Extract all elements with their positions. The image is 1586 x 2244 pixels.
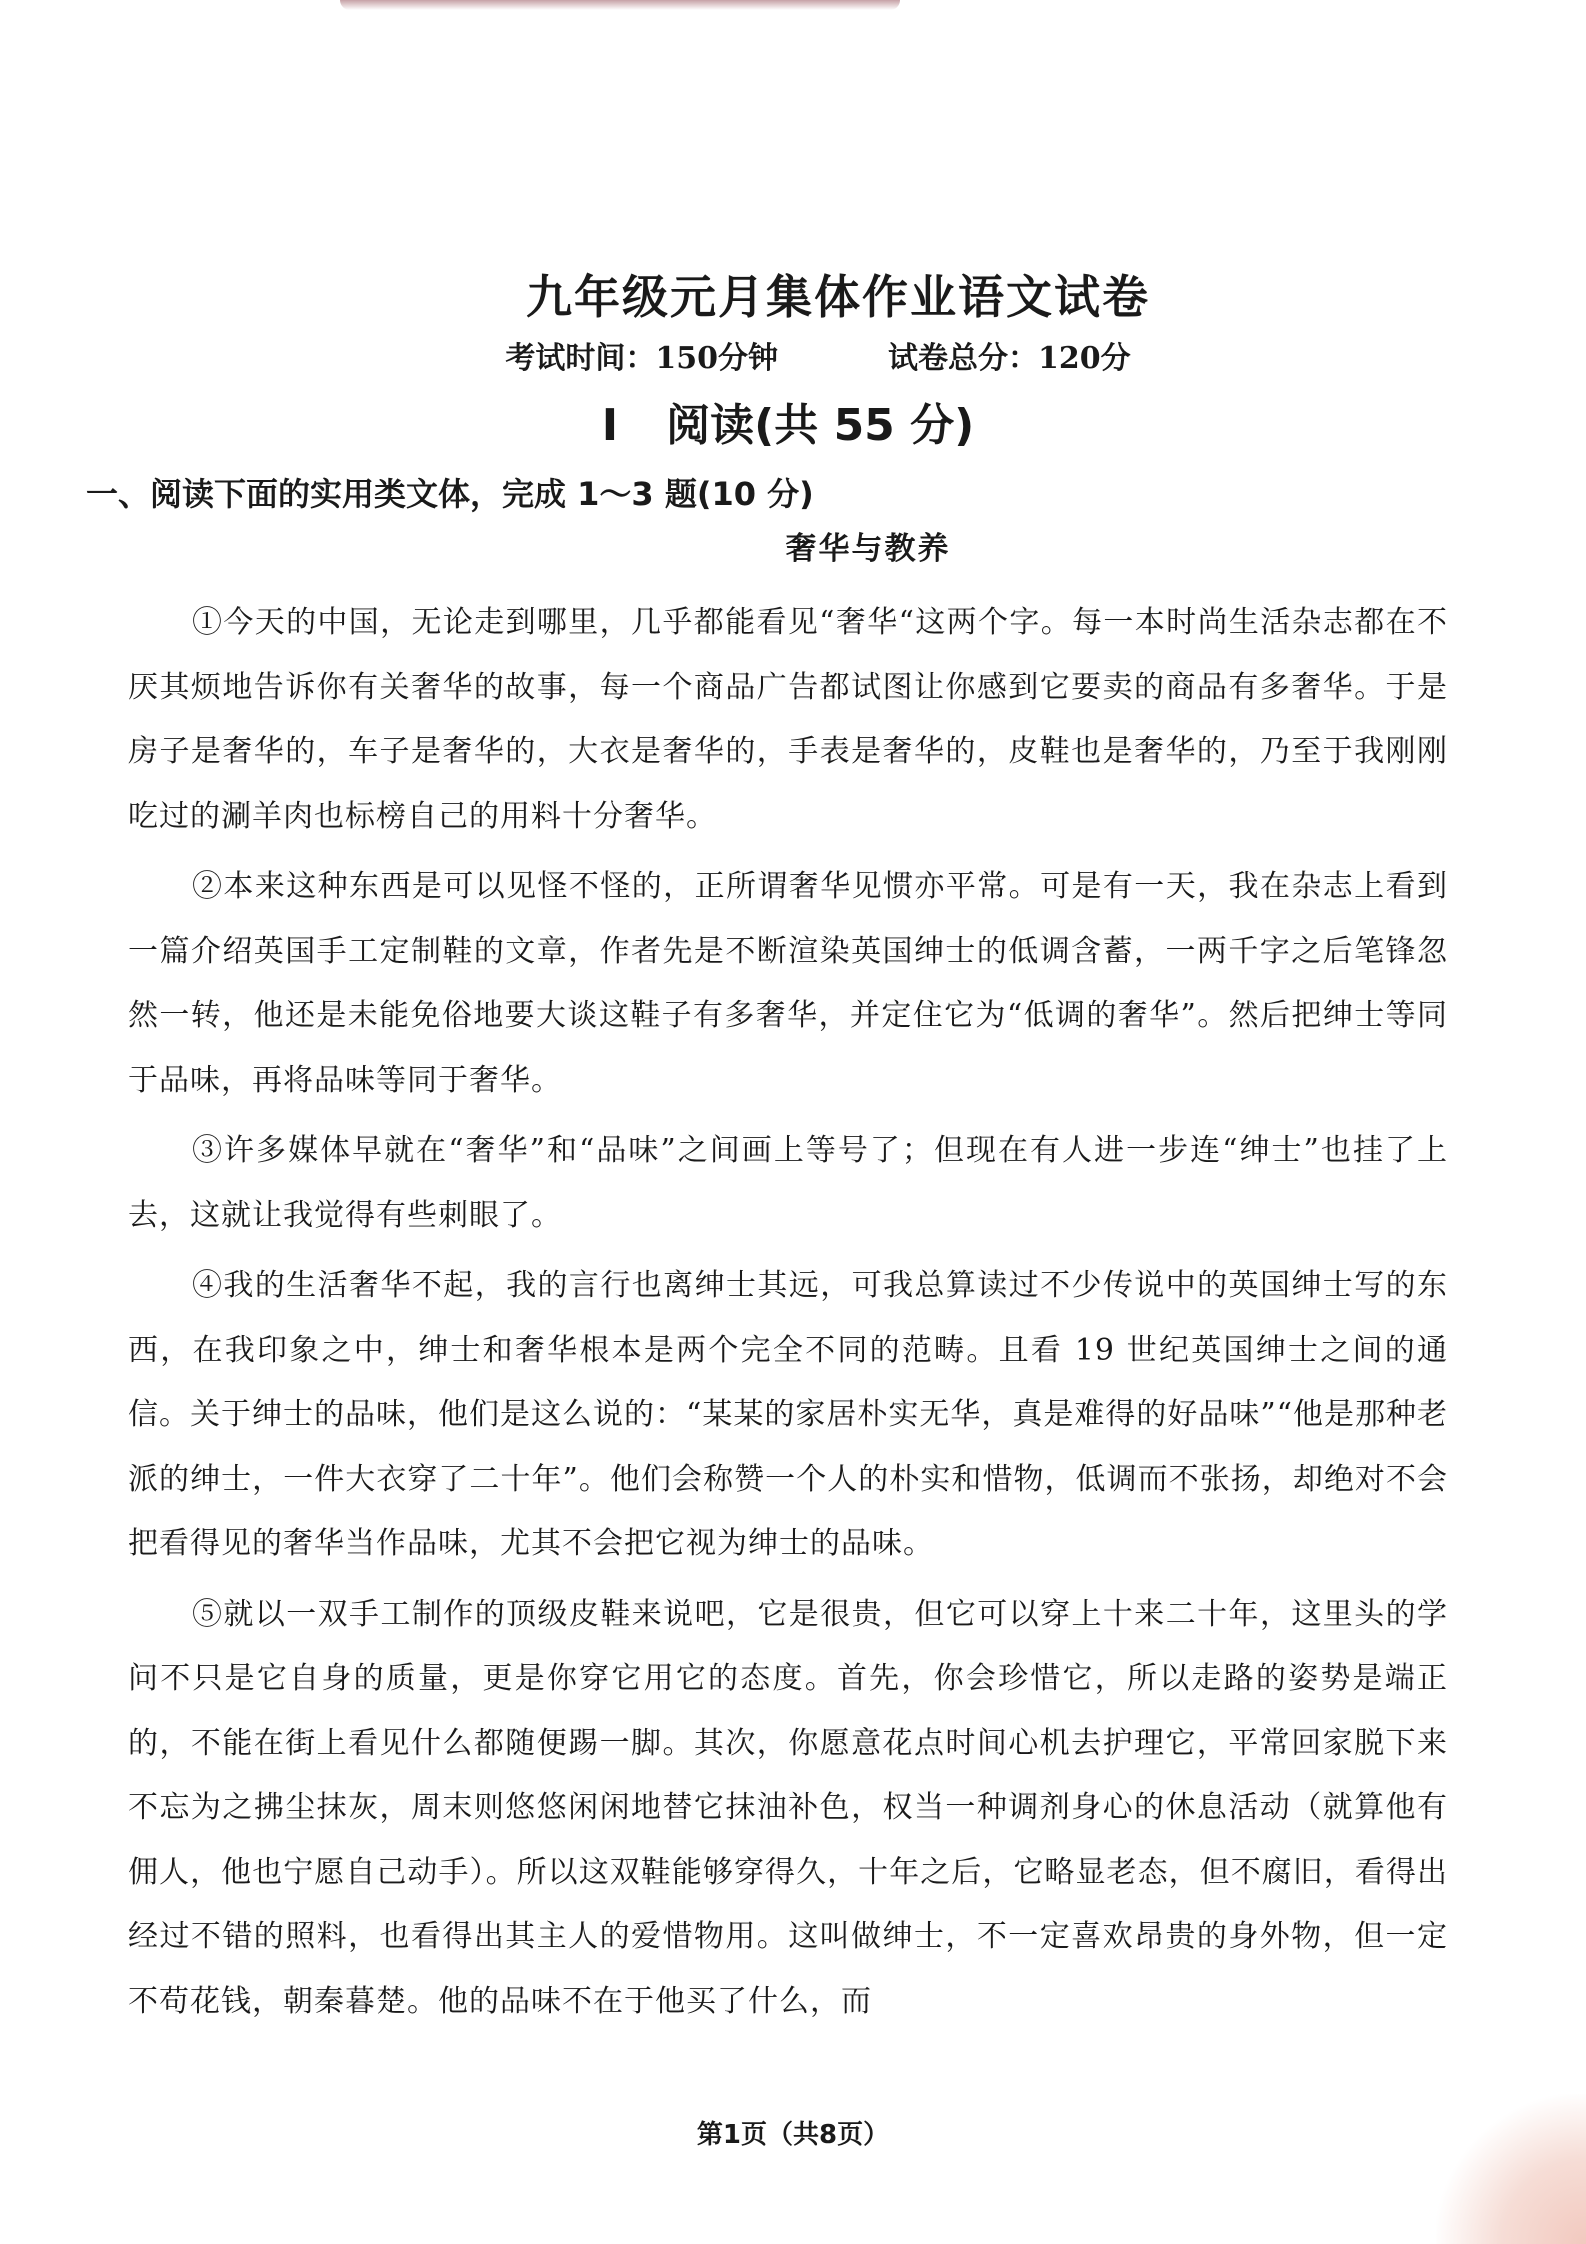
part-title	[128, 393, 1448, 459]
part-title-text: 阅读(共 55 分)	[666, 400, 975, 451]
article-paragraph-5: ⑤就以一双手工制作的顶级皮鞋来说吧，它是很贵，但它可以穿上十来二十年，这里头的学问不只是它自身的质量，更是你穿它用它的态度。首先，你会珍惜它，所以走路的姿势是端正的，不能在街上看见什么都随便踢一脚。其次，你愿意花点时间心机去护理它，平常回家脱下来不忘为之拂尘抹灰，周末则悠悠闲闲地替它抹油补色，权当一种调剂身心的休息活动（就算他有佣人，他也宁愿自己动手）。所以这双鞋能够穿得久，十年之后，它略显老态，但不腐旧，看得出经过不错的照料，也看得出其主人的爱惜物用。这叫做绅士，不一定喜欢昂贵的身外物，但一定不苟花钱，朝秦暮楚。他的品味不在于他买了什么，而	[128, 1596, 1448, 2019]
section-heading: 一、阅读下面的实用类文体，完成 1～3 题(10 分)	[86, 475, 814, 513]
article-title: 奢华与教养	[785, 531, 951, 567]
exam-page	[86, 250, 1449, 2040]
part-roman-numeral: I	[601, 400, 619, 451]
article-paragraph-3: ③许多媒体早就在“奢华”和“品味”之间画上等号了；但现在有人进一步连“绅士”也挂了上去，这就让我觉得有些刺眼了。	[128, 1133, 1448, 1233]
page-footer: 第1页（共8页）	[696, 2120, 890, 2150]
exam-title: 九年级元月集体作业语文试卷	[526, 270, 1150, 324]
scan-edge-smudge	[340, 0, 900, 10]
exam-meta	[188, 335, 1448, 383]
article-paragraph-1: ①今天的中国，无论走到哪里，几乎都能看见“奢华“这两个字。每一本时尚生活杂志都在不厌其烦地告诉你有关奢华的故事，每一个商品广告都试图让你感到它要卖的商品有多奢华。于是房子是奢华的，车子是奢华的，大衣是奢华的，手表是奢华的，皮鞋也是奢华的，乃至于我刚刚吃过的涮羊肉也标榜自己的用料十分奢华。	[128, 605, 1448, 834]
exam-total-score: 试卷总分：120分	[888, 341, 1131, 376]
exam-time: 考试时间：150分钟	[505, 341, 778, 376]
article-paragraph-4: ④我的生活奢华不起，我的言行也离绅士其远，可我总算读过不少传说中的英国绅士写的东西，在我印象之中，绅士和奢华根本是两个完全不同的范畴。且看 19 世纪英国绅士之间的通信。关于绅士的品味，他们是这么说的：“某某的家居朴实无华，真是难得的好品味”“他是那种老派的绅士，一件大衣穿了二十年”。他们会称赞一个人的朴实和惜物，低调而不张扬，却绝对不会把看得见的奢华当作品味，尤其不会把它视为绅士的品味。	[128, 1268, 1449, 1561]
article-paragraph-2: ②本来这种东西是可以见怪不怪的，正所谓奢华见惯亦平常。可是有一天，我在杂志上看到一篇介绍英国手工定制鞋的文章，作者先是不断渲染英国绅士的低调含蓄，一两千字之后笔锋忽然一转，他还是未能免俗地要大谈这鞋子有多奢华，并定住它为“低调的奢华”。然后把绅士等同于品味，再将品味等同于奢华。	[128, 869, 1448, 1098]
